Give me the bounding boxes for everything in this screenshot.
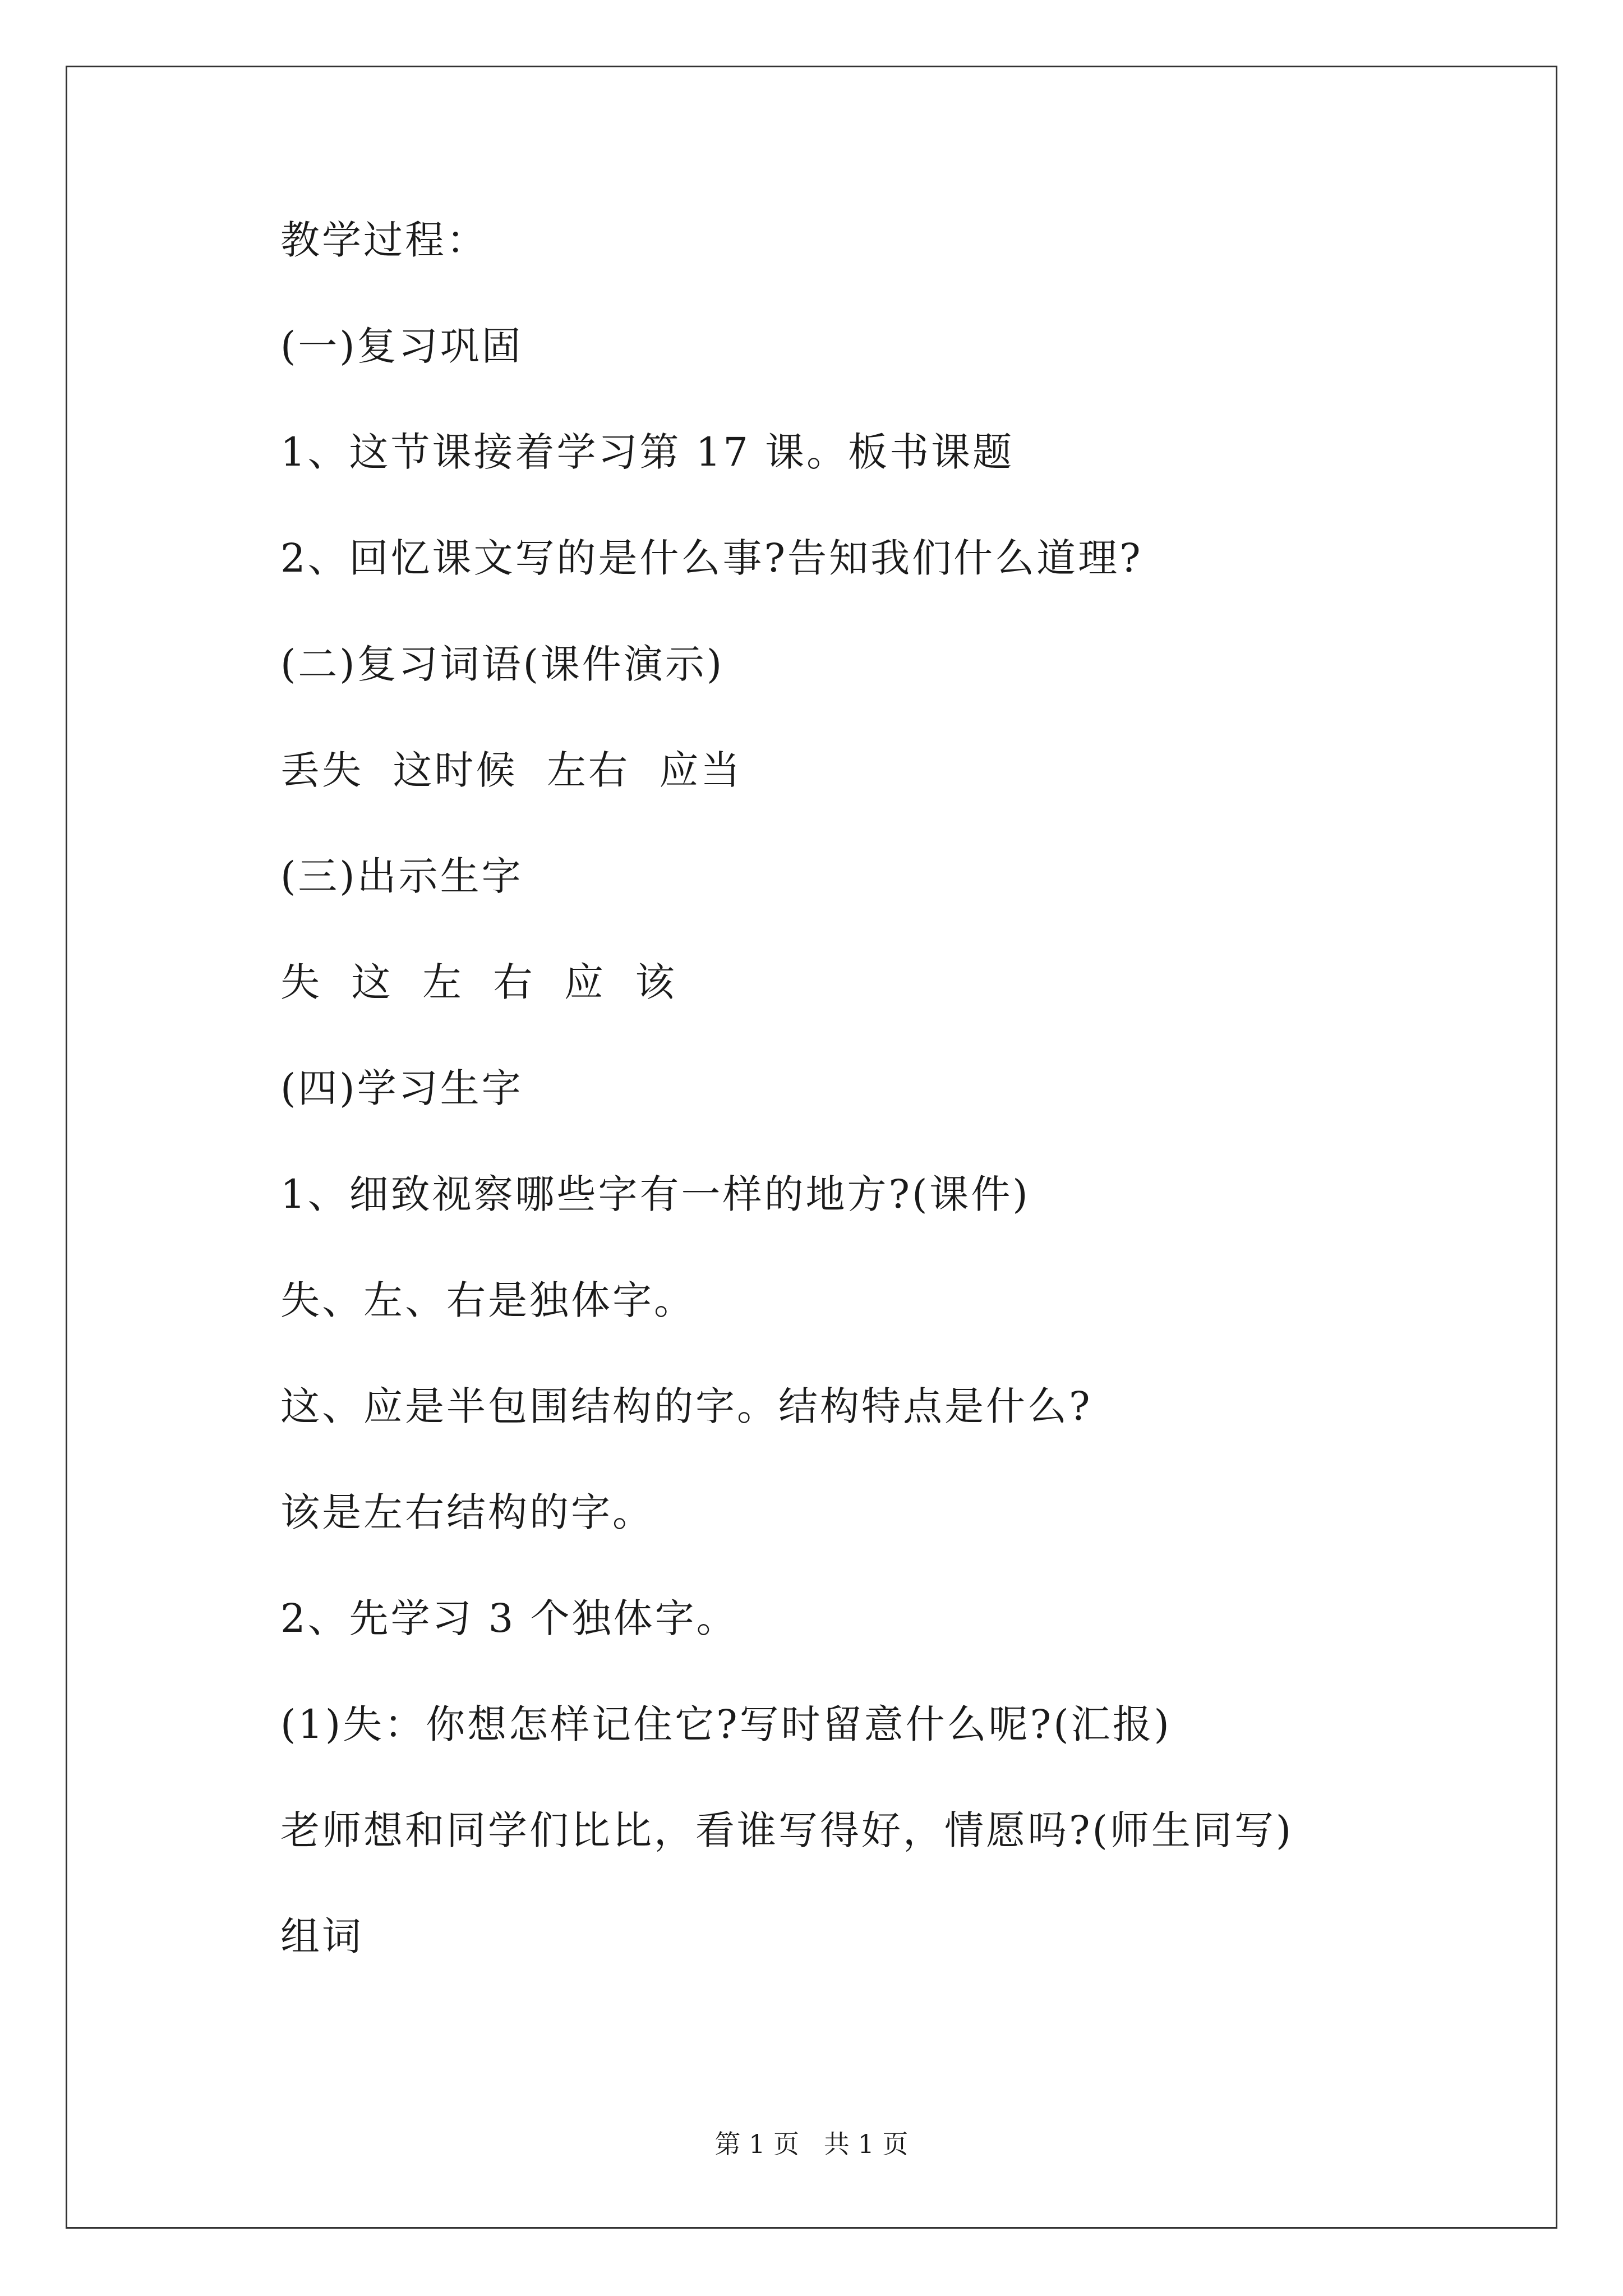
page-number-footer: 第 1 页 共 1 页: [714, 2129, 909, 2159]
section-heading-learn-characters: (四)学习生字: [280, 1065, 523, 1111]
document-body: [280, 214, 1486, 2017]
text-line: 老师想和同学们比比，看谁写得好，情愿吗?(师生同写): [280, 1807, 1294, 1853]
section-heading-vocabulary: (二)复习词语(课件演示): [280, 641, 725, 687]
vocabulary-words: 丢失 这时候 左右 应当: [280, 747, 743, 793]
text-line: 1、这节课接着学习第 17 课。板书课题: [280, 429, 1015, 475]
text-line: (1)失：你想怎样记住它?写时留意什么呢?(汇报): [280, 1701, 1172, 1747]
section-heading-review: (一)复习巩固: [280, 323, 523, 369]
section-heading-teaching-process: 教学过程：: [280, 217, 488, 263]
text-line: 2、先学习 3 个独体字。: [280, 1595, 738, 1641]
text-line: 2、回忆课文写的是什么事?告知我们什么道理?: [280, 535, 1143, 581]
text-line: 这、应是半包围结构的字。结构特点是什么?: [280, 1383, 1092, 1429]
text-line: 1、细致视察哪些字有一样的地方?(课件): [280, 1171, 1030, 1217]
text-line: 该是左右结构的字。: [280, 1489, 654, 1535]
section-heading-new-characters: (三)出示生字: [280, 853, 523, 899]
text-line: 组词: [280, 1913, 363, 1959]
new-characters-list: 失 这 左 右 应 该: [280, 959, 677, 1005]
text-line: 失、左、右是独体字。: [280, 1277, 695, 1323]
